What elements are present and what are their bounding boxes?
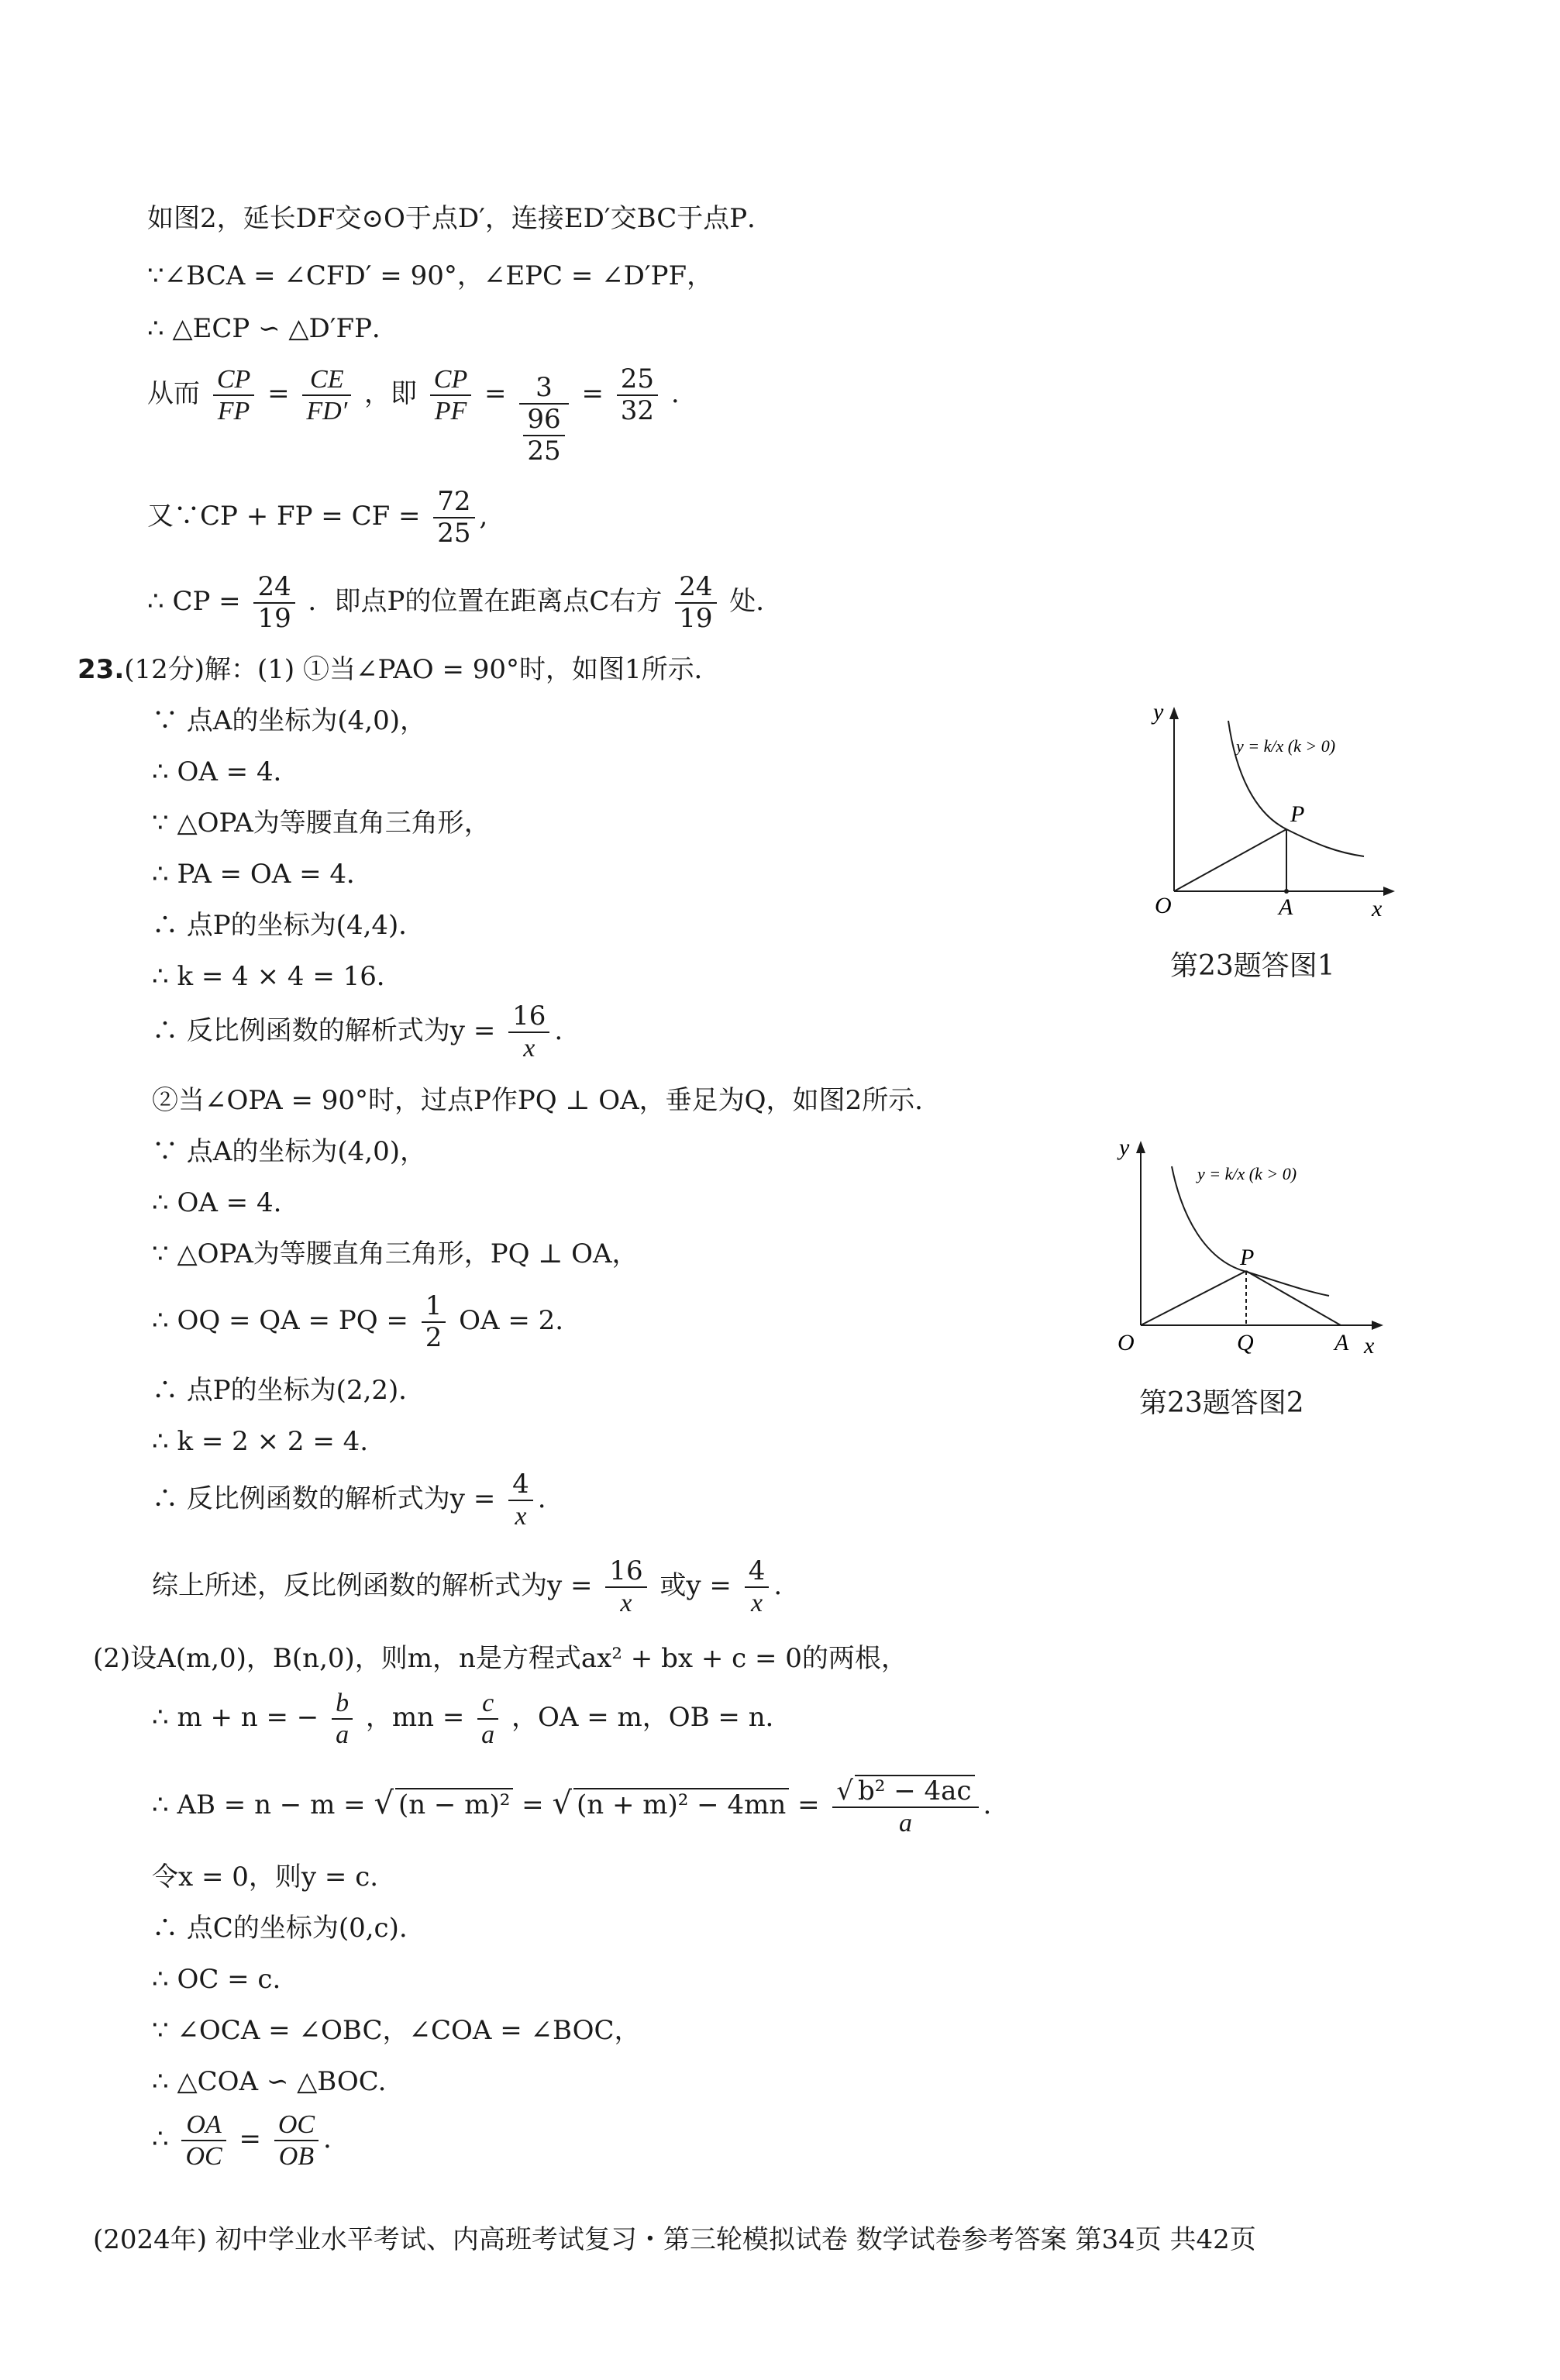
fraction: $\frac{OC}{OB}$: [274, 2110, 319, 2172]
text-line: (2)设A(m,0)，B(n,0)，则m，n是方程式ax² + bx + c = 0的两根，: [93, 1643, 907, 1674]
label-P: P: [1240, 1245, 1255, 1270]
fraction: $\frac{CP}{FP}$: [213, 364, 254, 426]
figure-2-caption: 第23题答图2: [1139, 1387, 1304, 1419]
text-line: ∵ △OPA为等腰直角三角形，: [152, 808, 491, 839]
label-x: x: [1372, 896, 1383, 921]
fraction: $\frac{CP}{PF}$: [430, 364, 471, 426]
fraction: $\frac{72}{25}$: [433, 487, 474, 549]
text: 从而: [147, 378, 200, 410]
text: ∴ CP =: [147, 586, 241, 618]
label-A: A: [1334, 1330, 1349, 1355]
fraction: $\frac{c}{a}$: [477, 1688, 498, 1750]
text-line: ∵∠BCA = ∠CFD′ = 90°，∠EPC = ∠D′PF，: [147, 260, 714, 291]
fraction: $\frac{CE}{FD'}$: [302, 364, 351, 426]
point-A: [1284, 889, 1289, 894]
label-O: O: [1155, 893, 1172, 918]
segment-OP: [1174, 829, 1286, 891]
fraction: $\frac{16}{x}$: [508, 1001, 549, 1063]
fraction: $\frac{16}{x}$: [605, 1556, 646, 1618]
text: ．即点P的位置在距离点C右方: [308, 586, 663, 618]
text-line: ∴ 点P的坐标为(4,4)．: [152, 910, 425, 941]
label-y: y: [1119, 1135, 1130, 1160]
label-x: x: [1364, 1333, 1375, 1359]
function-label: y = k/x (k > 0): [1236, 736, 1336, 756]
text-line: ∵ 点A的坐标为(4,0)，: [152, 705, 426, 736]
fraction: $\frac{OA}{OC}$: [181, 2110, 226, 2172]
text-line: ∴ 点P的坐标为(2,2)．: [152, 1375, 425, 1406]
question-header: 23.(12分)解：(1) ①当∠PAO = 90°时，如图1所示．: [77, 654, 721, 685]
formula-line: 从而 $\frac{CP}{FP}$ = $\frac{CE}{FD'}$ ，即 $\frac{CP}{PF}$ = $\frac{3}{\frac{96}{25}}$ = $\frac{25}{32}$ .: [147, 363, 680, 467]
text-line: ②当∠OPA = 90°时，过点P作PQ ⊥ OA，垂足为Q，如图2所示．: [152, 1085, 942, 1116]
fraction: $\frac{4}{x}$: [745, 1556, 770, 1618]
fraction: $\frac{25}{32}$: [617, 364, 658, 426]
label-P: P: [1290, 801, 1305, 827]
sqrt: (n + m)² − 4mn: [573, 1788, 789, 1820]
figure-1-caption: 第23题答图1: [1170, 950, 1335, 982]
text-line: ∴ k = 2 × 2 = 4.: [152, 1426, 369, 1457]
text-line: ∴ △ECP ∽ △D′FP．: [147, 313, 398, 344]
compound-fraction: $\frac{3}{\frac{96}{25}}$: [519, 373, 568, 467]
hyperbola-curve: [1172, 1166, 1329, 1296]
figure-1: [1131, 697, 1410, 930]
y-arrow-icon: [1169, 707, 1179, 719]
text-line: ∵ ∠OCA = ∠OBC，∠COA = ∠BOC，: [152, 2015, 641, 2046]
text-line: 令x = 0，则y = c.: [152, 1862, 379, 1893]
label-A: A: [1279, 894, 1293, 920]
fraction: $\frac{\text{√ b² − 4ac}}{a}$: [832, 1775, 978, 1838]
fraction: $\frac{24}{19}$: [253, 572, 294, 634]
formula-line: 又∵CP + FP = CF = $\frac{72}{25}$ ,: [147, 486, 488, 549]
text: 处．: [729, 586, 783, 618]
label-O: O: [1117, 1330, 1135, 1355]
figure-2: [1108, 1131, 1403, 1372]
text-line: ∴ OC = c.: [152, 1964, 281, 1995]
page-footer: (2024年) 初中学业水平考试、内高班考试复习・第三轮模拟试卷 数学试卷参考答案 第34页 共42页: [93, 2224, 1256, 2255]
text-line: ∵ 点A的坐标为(4,0)，: [152, 1136, 426, 1167]
text-line: ∵ △OPA为等腰直角三角形，PQ ⊥ OA，: [152, 1238, 639, 1269]
formula-line: ∴ 反比例函数的解析式为y = $\frac{16}{x}$ .: [152, 1001, 563, 1063]
formula-line: ∴ 反比例函数的解析式为y = $\frac{4}{x}$ .: [152, 1469, 546, 1531]
formula-line: ∴ $\frac{OA}{OC}$ = $\frac{OC}{OB}$ .: [152, 2110, 332, 2172]
text-line: ∴ 点C的坐标为(0,c).: [152, 1913, 408, 1944]
fraction: $\frac{4}{x}$: [508, 1469, 533, 1531]
function-label: y = k/x (k > 0): [1197, 1164, 1297, 1183]
y-arrow-icon: [1136, 1141, 1145, 1153]
text-line: ∴ OA = 4．: [152, 756, 300, 787]
formula-line: ∴ m + n = − $\frac{b}{a}$ ，mn = $\frac{c}{a}$ ，OA = m，OB = n．: [152, 1689, 792, 1750]
text-line: ∴ k = 4 × 4 = 16．: [152, 961, 403, 992]
text: 又∵CP + FP = CF =: [147, 501, 421, 532]
formula-line: 综上所述，反比例函数的解析式为y = $\frac{16}{x}$ 或y = $\frac{4}{x}$ .: [152, 1555, 783, 1618]
segment-PA: [1246, 1271, 1341, 1325]
text: ，即: [363, 378, 417, 410]
sqrt: (n − m)²: [395, 1788, 513, 1820]
x-arrow-icon: [1372, 1321, 1383, 1330]
fraction: $\frac{24}{19}$: [675, 572, 716, 634]
text-line: ∴ PA = OA = 4．: [152, 859, 374, 890]
text-line: ∴ OA = 4.: [152, 1187, 282, 1218]
text-line: ∴ △COA ∽ △BOC.: [152, 2066, 387, 2097]
text-line: 如图2，延长DF交⊙O于点D′，连接ED′交BC于点P．: [147, 203, 774, 234]
formula-line: [147, 572, 782, 634]
formula-line: ∴ AB = n − m = √ (n − m)² = √ (n + m)² − 4mn = $\frac{\text{√ b² − 4ac}}{a}$ .: [152, 1776, 992, 1838]
x-arrow-icon: [1383, 887, 1395, 896]
label-y: y: [1153, 699, 1164, 725]
formula-line: ∴ OQ = QA = PQ = $\frac{1}{2}$ OA = 2.: [152, 1290, 564, 1354]
fraction: $\frac{b}{a}$: [332, 1688, 353, 1750]
fraction: $\frac{1}{2}$: [422, 1291, 446, 1353]
label-Q: Q: [1237, 1330, 1254, 1355]
segment-OP: [1141, 1271, 1246, 1325]
